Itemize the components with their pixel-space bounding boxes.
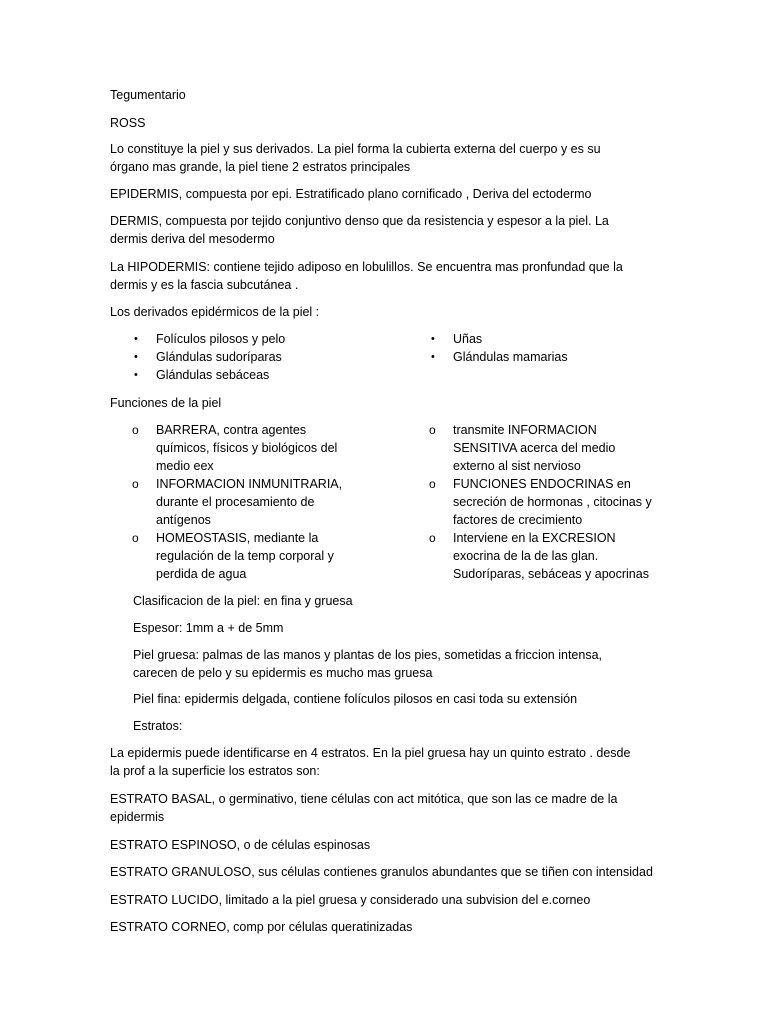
circle-bullet-icon: o <box>132 423 139 437</box>
epidermis-paragraph: EPIDERMIS, compuesta por epi. Estratificado plano cornificado , Deriva del ectodermo <box>110 187 592 201</box>
list-item: o BARRERA, contra agentes químicos, físicos y biológicos del medio eex <box>132 423 338 473</box>
estrato-corneo: ESTRATO CORNEO, comp por células queratinizadas <box>110 920 413 934</box>
hipodermis-line-2: dermis y es la fascia subcutánea . <box>110 278 299 292</box>
list-item: • Glándulas sebáceas <box>134 368 270 382</box>
estratos-label: Estratos: <box>133 719 183 733</box>
estrato-granuloso: ESTRATO GRANULOSO, sus células contienes granulos abundantes que se tiñen con intensidad <box>110 865 653 879</box>
clasificacion-paragraph: Clasificacion de la piel: en fina y gruesa <box>133 594 353 608</box>
list-item: • Folículos pilosos y pelo <box>134 332 286 346</box>
bullet-icon: • <box>134 333 138 345</box>
espesor-paragraph: Espesor: 1mm a + de 5mm <box>133 621 284 635</box>
list-item: • Glándulas mamarias <box>431 350 568 364</box>
estrato-basal-line-1: ESTRATO BASAL, o germinativo, tiene células con act mitótica, que son las ce madre de la <box>110 792 618 806</box>
piel-gruesa-line-2: carecen de pelo y su epidermis es mucho mas gruesa <box>133 666 433 680</box>
dermis-line-1: DERMIS, compuesta por tejido conjuntivo denso que da resistencia y espesor a la piel. La <box>110 214 609 228</box>
intro-line-1: Lo constituye la piel y sus derivados. La piel forma la cubierta externa del cuerpo y es su <box>110 142 601 156</box>
list-item: • Glándulas sudoríparas <box>134 350 282 364</box>
circle-bullet-icon: o <box>429 531 436 545</box>
bullet-icon: • <box>431 333 435 345</box>
list-item: o transmite INFORMACION SENSITIVA acerca del medio externo al sist nervioso <box>429 423 616 473</box>
list-item: o FUNCIONES ENDOCRINAS en secreción de hormonas , citocinas y factores de crecimiento <box>429 477 652 527</box>
dermis-line-2: dermis deriva del mesodermo <box>110 232 275 246</box>
circle-bullet-icon: o <box>132 477 139 491</box>
epidermis-estratos-line-1: La epidermis puede identificarse en 4 estratos. En la piel gruesa hay un quinto estrato . desde <box>110 746 631 760</box>
piel-fina-paragraph: Piel fina: epidermis delgada, contiene folículos pilosos en casi toda su extensión <box>133 692 578 706</box>
circle-bullet-icon: o <box>429 477 436 491</box>
hipodermis-line-1: La HIPODERMIS: contiene tejido adiposo en lobulillos. Se encuentra mas pronfundad que la <box>110 260 623 274</box>
list-item: • Uñas <box>431 332 483 346</box>
estrato-lucido: ESTRATO LUCIDO, limitado a la piel gruesa y considerado una subvision del e.corneo <box>110 893 591 907</box>
circle-bullet-icon: o <box>429 423 436 437</box>
intro-line-2: órgano mas grande, la piel tiene 2 estratos principales <box>110 160 411 174</box>
list-item: o INFORMACION INMUNITRARIA, durante el procesamiento de antígenos <box>132 477 343 527</box>
estrato-basal-line-2: epidermis <box>110 810 165 824</box>
bullet-icon: • <box>431 351 435 363</box>
source-label: ROSS <box>110 116 146 130</box>
epidermis-estratos-line-2: la prof a la superficie los estratos son: <box>110 764 320 778</box>
funciones-heading: Funciones de la piel <box>110 396 222 410</box>
bullet-icon: • <box>134 369 138 381</box>
derivados-heading: Los derivados epidérmicos de la piel : <box>110 305 320 319</box>
doc-title: Tegumentario <box>110 88 186 102</box>
estrato-espinoso: ESTRATO ESPINOSO, o de células espinosas <box>110 838 371 852</box>
list-item: o Interviene en la EXCRESION exocrina de la de las glan. Sudoríparas, sebáceas y apocrinas <box>429 531 649 581</box>
bullet-icon: • <box>134 351 138 363</box>
piel-gruesa-line-1: Piel gruesa: palmas de las manos y plantas de los pies, sometidas a friccion intensa, <box>133 648 602 662</box>
list-item: o HOMEOSTASIS, mediante la regulación de la temp corporal y perdida de agua <box>132 531 334 581</box>
circle-bullet-icon: o <box>132 531 139 545</box>
